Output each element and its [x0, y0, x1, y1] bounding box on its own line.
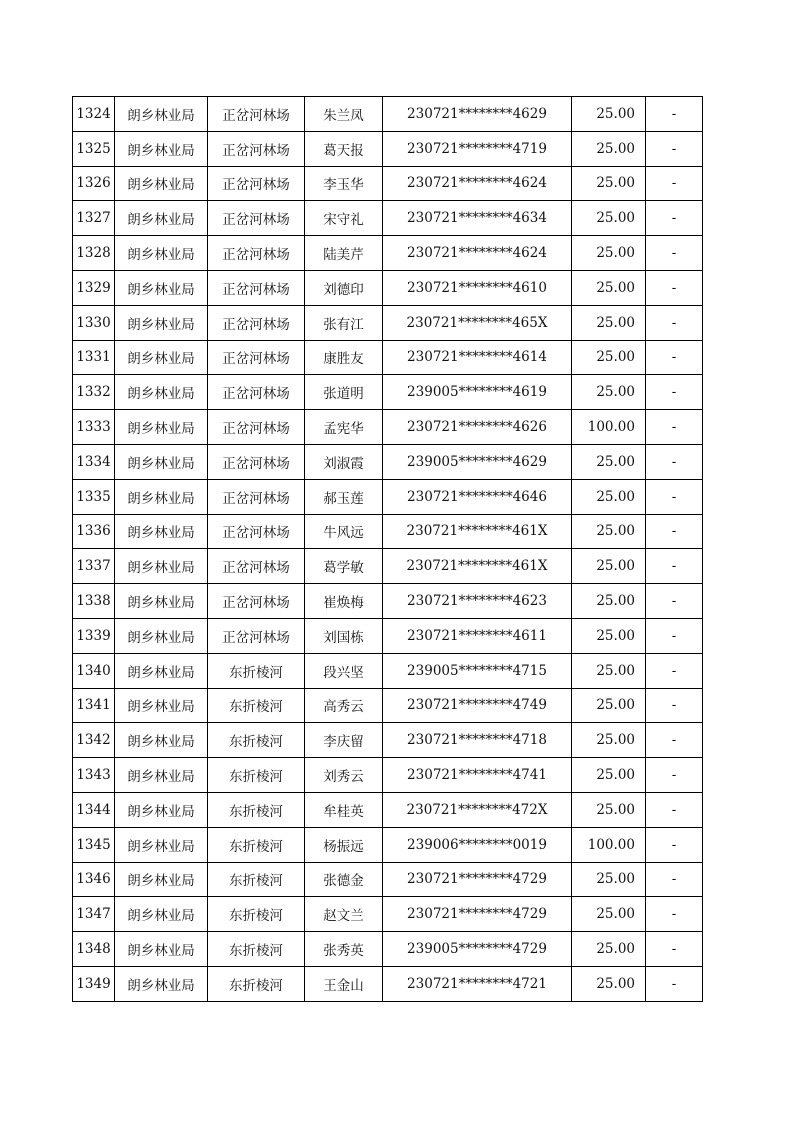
- bureau-cell: 朗乡林业局: [115, 305, 208, 340]
- id-number-cell: 230721********4729: [383, 897, 572, 932]
- person-name-cell: 杨振远: [305, 827, 383, 862]
- row-number-cell: 1336: [73, 514, 115, 549]
- row-number-cell: 1330: [73, 305, 115, 340]
- table-row: [73, 514, 703, 549]
- note-cell: -: [646, 966, 703, 1001]
- record-table: [72, 96, 703, 1002]
- note-cell: -: [646, 479, 703, 514]
- amount-cell: 25.00: [572, 932, 646, 967]
- table-row: [73, 236, 703, 271]
- person-name-cell: 李玉华: [305, 166, 383, 201]
- bureau-cell: 朗乡林业局: [115, 862, 208, 897]
- amount-cell: 25.00: [572, 444, 646, 479]
- amount-cell: 25.00: [572, 201, 646, 236]
- row-number-cell: 1338: [73, 584, 115, 619]
- bureau-cell: 朗乡林业局: [115, 758, 208, 793]
- person-name-cell: 陆美芹: [305, 236, 383, 271]
- amount-cell: 25.00: [572, 340, 646, 375]
- forest-farm-cell: 正岔河林场: [208, 479, 305, 514]
- row-number-cell: 1329: [73, 270, 115, 305]
- table-row: [73, 584, 703, 619]
- bureau-cell: 朗乡林业局: [115, 827, 208, 862]
- bureau-cell: 朗乡林业局: [115, 201, 208, 236]
- table-row: [73, 549, 703, 584]
- forest-farm-cell: 东折棱河: [208, 932, 305, 967]
- table-row: [73, 270, 703, 305]
- id-number-cell: 230721********4634: [383, 201, 572, 236]
- id-number-cell: 230721********4729: [383, 862, 572, 897]
- forest-farm-cell: 东折棱河: [208, 827, 305, 862]
- bureau-cell: 朗乡林业局: [115, 375, 208, 410]
- amount-cell: 25.00: [572, 97, 646, 132]
- id-number-cell: 239005********4715: [383, 653, 572, 688]
- amount-cell: 25.00: [572, 131, 646, 166]
- table-row: [73, 131, 703, 166]
- person-name-cell: 葛学敏: [305, 549, 383, 584]
- row-number-cell: 1331: [73, 340, 115, 375]
- amount-cell: 25.00: [572, 688, 646, 723]
- id-number-cell: 230721********4749: [383, 688, 572, 723]
- forest-farm-cell: 正岔河林场: [208, 305, 305, 340]
- note-cell: -: [646, 827, 703, 862]
- person-name-cell: 段兴坚: [305, 653, 383, 688]
- id-number-cell: 230721********4624: [383, 166, 572, 201]
- person-name-cell: 张德金: [305, 862, 383, 897]
- note-cell: -: [646, 862, 703, 897]
- note-cell: -: [646, 340, 703, 375]
- id-number-cell: 239005********4729: [383, 932, 572, 967]
- forest-farm-cell: 正岔河林场: [208, 270, 305, 305]
- forest-farm-cell: 东折棱河: [208, 897, 305, 932]
- person-name-cell: 赵文兰: [305, 897, 383, 932]
- row-number-cell: 1348: [73, 932, 115, 967]
- person-name-cell: 李庆留: [305, 723, 383, 758]
- amount-cell: 25.00: [572, 966, 646, 1001]
- bureau-cell: 朗乡林业局: [115, 932, 208, 967]
- row-number-cell: 1332: [73, 375, 115, 410]
- table-row: [73, 479, 703, 514]
- id-number-cell: 230721********4624: [383, 236, 572, 271]
- forest-farm-cell: 东折棱河: [208, 653, 305, 688]
- note-cell: -: [646, 97, 703, 132]
- note-cell: -: [646, 897, 703, 932]
- bureau-cell: 朗乡林业局: [115, 131, 208, 166]
- table-row: [73, 792, 703, 827]
- forest-farm-cell: 正岔河林场: [208, 444, 305, 479]
- amount-cell: 25.00: [572, 758, 646, 793]
- person-name-cell: 宋守礼: [305, 201, 383, 236]
- id-number-cell: 230721********461X: [383, 549, 572, 584]
- id-number-cell: 230721********4721: [383, 966, 572, 1001]
- note-cell: -: [646, 514, 703, 549]
- table-row: [73, 897, 703, 932]
- bureau-cell: 朗乡林业局: [115, 236, 208, 271]
- bureau-cell: 朗乡林业局: [115, 340, 208, 375]
- table-row: [73, 444, 703, 479]
- bureau-cell: 朗乡林业局: [115, 166, 208, 201]
- row-number-cell: 1346: [73, 862, 115, 897]
- id-number-cell: 230721********4623: [383, 584, 572, 619]
- table-row: [73, 340, 703, 375]
- forest-farm-cell: 正岔河林场: [208, 410, 305, 445]
- row-number-cell: 1340: [73, 653, 115, 688]
- table-row: [73, 723, 703, 758]
- person-name-cell: 张有江: [305, 305, 383, 340]
- forest-farm-cell: 东折棱河: [208, 862, 305, 897]
- row-number-cell: 1324: [73, 97, 115, 132]
- id-number-cell: 230721********472X: [383, 792, 572, 827]
- amount-cell: 25.00: [572, 375, 646, 410]
- id-number-cell: 230721********4626: [383, 410, 572, 445]
- forest-farm-cell: 正岔河林场: [208, 201, 305, 236]
- id-number-cell: 230721********4611: [383, 618, 572, 653]
- id-number-cell: 230721********4629: [383, 97, 572, 132]
- row-number-cell: 1342: [73, 723, 115, 758]
- bureau-cell: 朗乡林业局: [115, 444, 208, 479]
- note-cell: -: [646, 653, 703, 688]
- note-cell: -: [646, 444, 703, 479]
- forest-farm-cell: 东折棱河: [208, 758, 305, 793]
- amount-cell: 25.00: [572, 166, 646, 201]
- person-name-cell: 刘淑霞: [305, 444, 383, 479]
- table-row: [73, 201, 703, 236]
- id-number-cell: 239005********4619: [383, 375, 572, 410]
- note-cell: -: [646, 932, 703, 967]
- note-cell: -: [646, 758, 703, 793]
- bureau-cell: 朗乡林业局: [115, 410, 208, 445]
- note-cell: -: [646, 549, 703, 584]
- bureau-cell: 朗乡林业局: [115, 549, 208, 584]
- note-cell: -: [646, 410, 703, 445]
- id-number-cell: 230721********4614: [383, 340, 572, 375]
- forest-farm-cell: 正岔河林场: [208, 549, 305, 584]
- table-row: [73, 827, 703, 862]
- id-number-cell: 230721********465X: [383, 305, 572, 340]
- person-name-cell: 孟宪华: [305, 410, 383, 445]
- id-number-cell: 239005********4629: [383, 444, 572, 479]
- table-row: [73, 862, 703, 897]
- forest-farm-cell: 东折棱河: [208, 966, 305, 1001]
- forest-farm-cell: 正岔河林场: [208, 236, 305, 271]
- note-cell: -: [646, 305, 703, 340]
- row-number-cell: 1343: [73, 758, 115, 793]
- forest-farm-cell: 正岔河林场: [208, 131, 305, 166]
- amount-cell: 25.00: [572, 549, 646, 584]
- amount-cell: 100.00: [572, 827, 646, 862]
- amount-cell: 25.00: [572, 723, 646, 758]
- amount-cell: 100.00: [572, 410, 646, 445]
- bureau-cell: 朗乡林业局: [115, 584, 208, 619]
- row-number-cell: 1335: [73, 479, 115, 514]
- person-name-cell: 张秀英: [305, 932, 383, 967]
- person-name-cell: 牟桂英: [305, 792, 383, 827]
- note-cell: -: [646, 618, 703, 653]
- note-cell: -: [646, 270, 703, 305]
- person-name-cell: 郝玉莲: [305, 479, 383, 514]
- forest-farm-cell: 正岔河林场: [208, 97, 305, 132]
- id-number-cell: 230721********4719: [383, 131, 572, 166]
- table-row: [73, 618, 703, 653]
- amount-cell: 25.00: [572, 236, 646, 271]
- forest-farm-cell: 东折棱河: [208, 723, 305, 758]
- row-number-cell: 1326: [73, 166, 115, 201]
- row-number-cell: 1333: [73, 410, 115, 445]
- amount-cell: 25.00: [572, 514, 646, 549]
- note-cell: -: [646, 166, 703, 201]
- row-number-cell: 1328: [73, 236, 115, 271]
- amount-cell: 25.00: [572, 479, 646, 514]
- bureau-cell: 朗乡林业局: [115, 618, 208, 653]
- forest-farm-cell: 正岔河林场: [208, 340, 305, 375]
- table-row: [73, 966, 703, 1001]
- row-number-cell: 1347: [73, 897, 115, 932]
- table-row: [73, 758, 703, 793]
- person-name-cell: 康胜友: [305, 340, 383, 375]
- note-cell: -: [646, 375, 703, 410]
- person-name-cell: 张道明: [305, 375, 383, 410]
- row-number-cell: 1339: [73, 618, 115, 653]
- person-name-cell: 王金山: [305, 966, 383, 1001]
- table-row: [73, 375, 703, 410]
- amount-cell: 25.00: [572, 270, 646, 305]
- person-name-cell: 高秀云: [305, 688, 383, 723]
- person-name-cell: 刘秀云: [305, 758, 383, 793]
- row-number-cell: 1337: [73, 549, 115, 584]
- amount-cell: 25.00: [572, 653, 646, 688]
- amount-cell: 25.00: [572, 618, 646, 653]
- id-number-cell: 230721********4646: [383, 479, 572, 514]
- bureau-cell: 朗乡林业局: [115, 97, 208, 132]
- forest-farm-cell: 东折棱河: [208, 792, 305, 827]
- note-cell: -: [646, 723, 703, 758]
- person-name-cell: 葛天报: [305, 131, 383, 166]
- row-number-cell: 1334: [73, 444, 115, 479]
- table-body: [73, 97, 703, 1002]
- row-number-cell: 1325: [73, 131, 115, 166]
- person-name-cell: 刘德印: [305, 270, 383, 305]
- bureau-cell: 朗乡林业局: [115, 966, 208, 1001]
- forest-farm-cell: 东折棱河: [208, 688, 305, 723]
- amount-cell: 25.00: [572, 862, 646, 897]
- bureau-cell: 朗乡林业局: [115, 897, 208, 932]
- note-cell: -: [646, 131, 703, 166]
- table-row: [73, 688, 703, 723]
- table-row: [73, 410, 703, 445]
- table-row: [73, 166, 703, 201]
- amount-cell: 25.00: [572, 897, 646, 932]
- id-number-cell: 230721********4741: [383, 758, 572, 793]
- id-number-cell: 239006********0019: [383, 827, 572, 862]
- note-cell: -: [646, 584, 703, 619]
- id-number-cell: 230721********4718: [383, 723, 572, 758]
- bureau-cell: 朗乡林业局: [115, 653, 208, 688]
- table-row: [73, 97, 703, 132]
- row-number-cell: 1344: [73, 792, 115, 827]
- forest-farm-cell: 正岔河林场: [208, 584, 305, 619]
- bureau-cell: 朗乡林业局: [115, 270, 208, 305]
- amount-cell: 25.00: [572, 584, 646, 619]
- person-name-cell: 崔焕梅: [305, 584, 383, 619]
- person-name-cell: 刘国栋: [305, 618, 383, 653]
- row-number-cell: 1345: [73, 827, 115, 862]
- id-number-cell: 230721********461X: [383, 514, 572, 549]
- forest-farm-cell: 正岔河林场: [208, 375, 305, 410]
- forest-farm-cell: 正岔河林场: [208, 166, 305, 201]
- row-number-cell: 1327: [73, 201, 115, 236]
- amount-cell: 25.00: [572, 792, 646, 827]
- note-cell: -: [646, 688, 703, 723]
- id-number-cell: 230721********4610: [383, 270, 572, 305]
- table-row: [73, 305, 703, 340]
- table-row: [73, 932, 703, 967]
- bureau-cell: 朗乡林业局: [115, 479, 208, 514]
- bureau-cell: 朗乡林业局: [115, 792, 208, 827]
- bureau-cell: 朗乡林业局: [115, 688, 208, 723]
- row-number-cell: 1349: [73, 966, 115, 1001]
- row-number-cell: 1341: [73, 688, 115, 723]
- note-cell: -: [646, 792, 703, 827]
- amount-cell: 25.00: [572, 305, 646, 340]
- person-name-cell: 朱兰凤: [305, 97, 383, 132]
- person-name-cell: 牛风远: [305, 514, 383, 549]
- note-cell: -: [646, 236, 703, 271]
- note-cell: -: [646, 201, 703, 236]
- bureau-cell: 朗乡林业局: [115, 514, 208, 549]
- bureau-cell: 朗乡林业局: [115, 723, 208, 758]
- forest-farm-cell: 正岔河林场: [208, 618, 305, 653]
- table-row: [73, 653, 703, 688]
- forest-farm-cell: 正岔河林场: [208, 514, 305, 549]
